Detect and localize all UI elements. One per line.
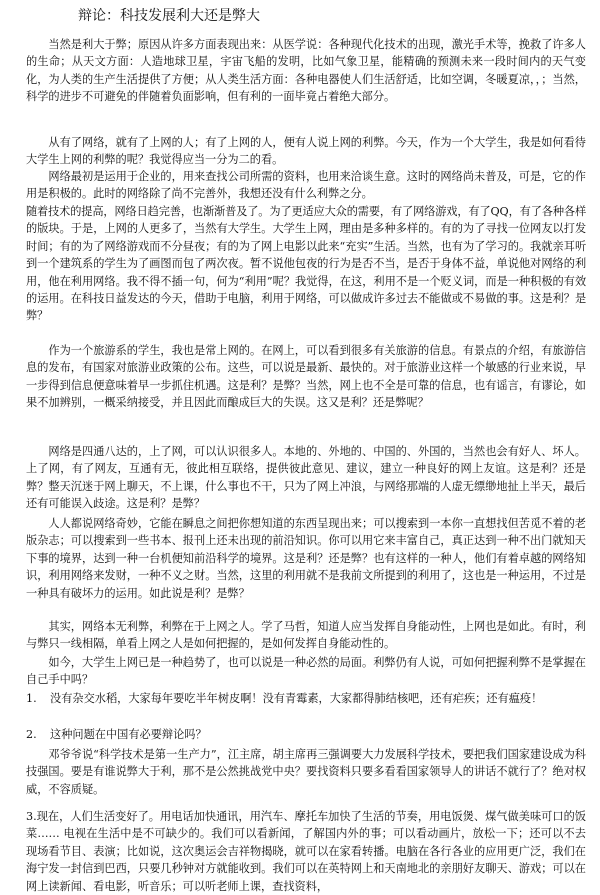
paragraph-network-view: 从有了网络，就有了上网的人；有了上网的人，便有人说上网的利弊。今天，作为一个大学生，我是如何看待大学生上网的利弊的呢？我觉得应当一分为二的看。 bbox=[26, 136, 586, 167]
list-item bbox=[26, 726, 586, 743]
paragraph-friends: 网络是四通八达的，上了网，可以认识很多人。本地的、外地的、中国的、外国的，当然也会有好人、坏人。上了网，有了网友，互通有无，彼此相互联络，提供彼此意见、建议，建立一种良好的网上友谊。这是利？还是弊？整天沉迷于网上聊天，不上课，什么事也不干，只为了网上冲浪，与网络那端的人虚无缥缈地扯上半天，最后还有可能误入歧途。这是利？是弊？ bbox=[26, 445, 586, 511]
paragraph-agency: 其实，网络本无利弊，利弊在于上网之人。学了马哲，知道人应当发挥自身能动性，上网也是如此。有时，利与弊只一线相隔，单看上网之人是如何把握的，是如何发挥自身能动性的。 bbox=[26, 620, 586, 651]
paragraph-tourism: 作为一个旅游系的学生，我也是常上网的。在网上，可以看到很多有关旅游的信息。有景点的介绍，有旅游信息的发布，有国家对旅游业政策的公布。这些，可以说是最新、最快的。对于旅游业这样一个敏感的行业来说，早一步得到信息便意味着早一步抓住机遇。这是利？是弊？当然，网上也不全是可靠的信息，也有谣言，有谬论，如果不加辨别，一概采纳接受，并且因此而酿成巨大的失误。这又是利？还是弊呢？ bbox=[26, 344, 586, 410]
paragraph-closing: 邓爷爷说“科学技术是第一生产力”，江主席，胡主席再三强调要大力发展科学技术，要把我们国家建设成为科技强国。要是有谁说弊大于利，那不是公然挑战党中央？要找资料只要多看看国家领导人的讲话不就行了？绝对权威，不容质疑。 bbox=[26, 748, 586, 796]
paragraph-intro: 当然是利大于弊；原因从许多方面表现出来：从医学说：各种现代化技术的出现，激光手术等，挽救了许多人的生命；从天文方面：人造地球卫星，宇宙飞船的发明，比如气象卫星，能精确的预测未来一段时间内的天气变化，为人类的生产生活提供了方便；从人类生活方面：各种电器使人们生活舒适，比如空调，冬暖夏凉，，；当然，科学的进步不可避免的伴随着负面影响，但有利的一面毕竟占着绝大部分。 bbox=[26, 38, 586, 104]
list-text: 这种问题在中国有必要辩论吗？ bbox=[50, 728, 207, 741]
paragraph-network-spread: 随着技术的提高，网络日趋完善，也渐渐普及了。为了更适应大众的需要，有了网络游戏，有了QQ，有了各种各样的版块。于是，上网的人更多了，当然有大学生。大学生上网，理由是多种多样的。有的为了寻找一位网友以打发时间；有的为了网络游戏而不分昼夜；有的为了网上电影以此来“充实”生活。当然，也有为了学习的。我就亲耳听到一个建筑系的学生为了画图而包了两次夜。暂不说他包夜的行为是否不当，是否于身体不益，单说他对网络的利用，他在利用网络。我不得不插一句，何为“利用”呢？我觉得，在这，利用不是一个贬义词，而是一种积极的有效的运用。在科技日益发达的今天，借助于电脑，利用于网络，可以做成许多过去不能做或不易做的事。这是利？是弊？ bbox=[26, 205, 586, 323]
paragraph-point-3: 3.现在，人们生活变好了。用电话加快通讯，用汽车、摩托车加快了生活的节奏，用电饭煲、煤气做美味可口的饭菜…… 电视在生活中是不可缺少的。我们可以看新闻，了解国内外的事；可以看动画片，放松一下；还可以不去现场看节目、表演；比如说，这次奥运会吉祥物揭晓，就可以在家看转播。电脑在各行各业的应用更广泛，我们在海宁发一封信到巴西，只要几秒钟对方就能收到。我们可以在英特网上和天南地北的亲朋好友聊天、游戏；可以在网上读新闻、看电影，听音乐；可以听老师上课，查找资料， bbox=[26, 810, 586, 893]
paragraph-trend: 如今，大学生上网已是一种趋势了，也可以说是一种必然的局面。利弊仍有人说，可如何把握利弊不是掌握在自己手中吗？ bbox=[26, 656, 586, 687]
list-number: 1. bbox=[26, 692, 37, 705]
list-text: 没有杂交水稻，大家每年要吃半年树皮啊！没有青霉素，大家都得肺结核吧，还有疟疾；还有瘟疫！ bbox=[50, 692, 543, 705]
document-title: 辩论：科技发展利大还是弊大 bbox=[78, 8, 260, 24]
paragraph-search: 人人都说网络奇妙，它能在瞬息之间把你想知道的东西呈现出来；可以搜索到一本你一直想找但苦觅不着的老版杂志；可以搜索到一些书本、报刊上还未出现的前沿知识。你可以用它来丰富自己，真正达到一种不出门就知天下事的境界，达到一种一台机便知前沿科学的境界。这是利？还是弊？也有这样的一种人，他们有着卓越的网络知识，利用网络来发财，一种不义之财。当然，这里的利用就不是我前文所提到的利用了，这也是一种运用，不过是一种具有破坏力的运用。如此说是利？是弊？ bbox=[26, 517, 586, 600]
list-item bbox=[26, 690, 586, 707]
list-number: 2. bbox=[26, 728, 37, 741]
paragraph-network-origin: 网络最初是运用于企业的，用来查找公司所需的资料，也用来洽谈生意。这时的网络尚未普及，可是，它的作用是积极的。此时的网络除了尚不完善外，我想还没有什么利弊之分。 bbox=[26, 170, 586, 201]
